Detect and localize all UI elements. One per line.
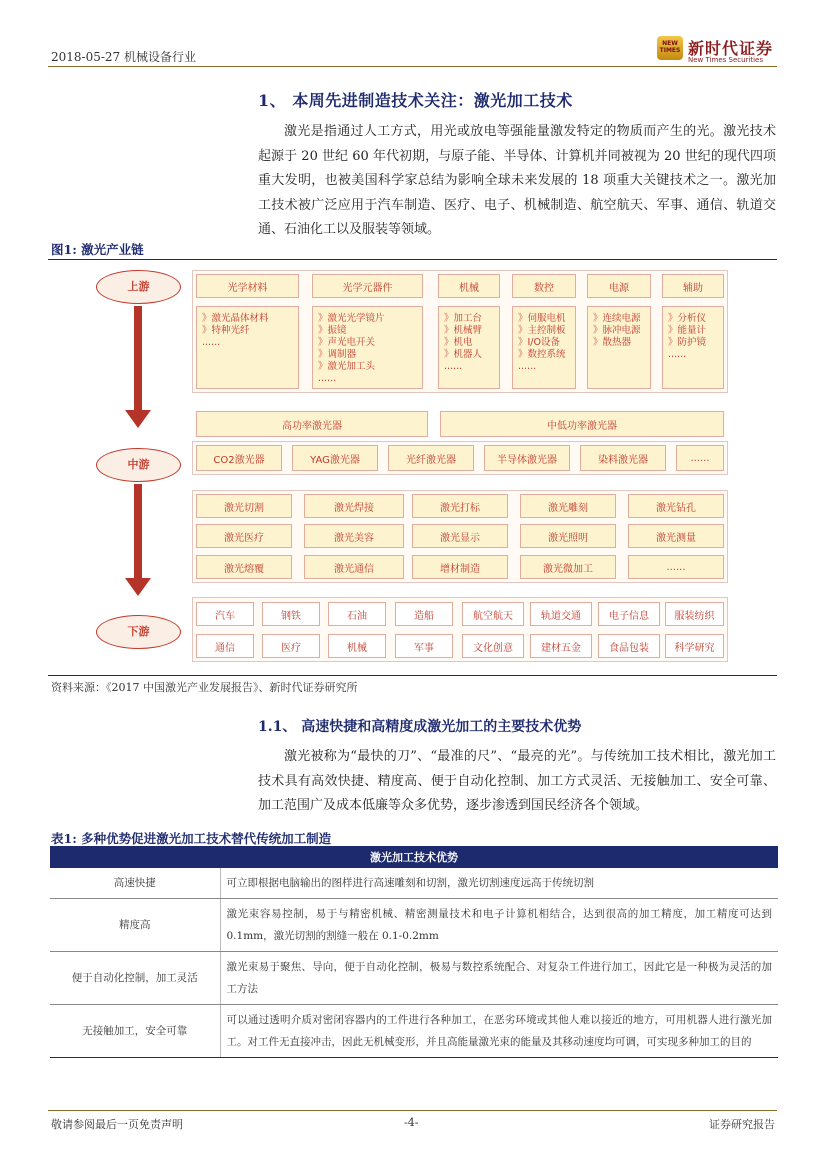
footer-rule	[48, 1110, 777, 1111]
upstream-detail: 》伺服电机 》主控制板 》I/O设备 》数控系统 ......	[512, 306, 576, 389]
figure-title: 图1: 激光产业链	[51, 242, 144, 257]
upstream-header: 机械	[438, 274, 500, 298]
logo-name-en: New Times Securities	[688, 56, 763, 64]
table-cell-value: 可以通过透明介质对密闭容器内的工件进行各种加工，在恶劣环境或其他人难以接近的地方，可用机器人进行激光加工。对工件无直接冲击，因此无机械变形，并且高能量激光束的能量及其移动速度均可调，可实现多种加工的目的	[220, 1005, 778, 1058]
table-title: 表1: 多种优势促进激光加工技术替代传统加工制造	[51, 831, 332, 846]
downstream-industry: 机械	[328, 634, 386, 658]
upstream-detail: 》激光光学镜片 》振镜 》声光电开关 》调制器 》激光加工头 ......	[312, 306, 423, 389]
application: 激光显示	[412, 524, 508, 548]
stage-midstream: 中游	[96, 448, 181, 482]
header-date-industry: 2018-05-27 机械设备行业	[51, 50, 197, 64]
downstream-industry: 轨道交通	[530, 602, 592, 626]
table-row	[50, 952, 778, 1005]
application: 激光微加工	[520, 555, 616, 579]
upstream-header: 数控	[512, 274, 576, 298]
application: 激光雕刻	[520, 494, 616, 518]
downstream-industry: 文化创意	[462, 634, 524, 658]
application: 激光钻孔	[628, 494, 724, 518]
footer-disclaimer: 敬请参阅最后一页免责声明	[51, 1118, 183, 1131]
table-cell-value: 激光束易于聚焦、导向，便于自动化控制，极易与数控系统配合、对复杂工件进行加工，因此它是一种极为灵活的加工方法	[220, 952, 778, 1005]
upstream-header: 电源	[587, 274, 651, 298]
upstream-detail: 》加工台 》机械臂 》机电 》机器人 ......	[438, 306, 500, 389]
arrow-down-icon	[125, 578, 151, 596]
table-cell-value: 可立即根据电脑输出的图样进行高速雕刻和切割，激光切割速度远高于传统切割	[220, 868, 778, 899]
table-cell-key: 无接触加工，安全可靠	[50, 1005, 220, 1058]
header-rule	[48, 66, 777, 67]
table-header: 激光加工技术优势	[50, 846, 778, 868]
laser-type: 光纤激光器	[388, 445, 474, 471]
downstream-industry: 钢铁	[262, 602, 320, 626]
application: 激光医疗	[196, 524, 292, 548]
section-title: 1、 本周先进制造技术关注：激光加工技术	[258, 91, 573, 110]
upstream-header: 辅助	[662, 274, 724, 298]
application: 激光美容	[304, 524, 404, 548]
figure-rule-bottom	[48, 675, 777, 676]
logo-name: 新时代证券	[688, 39, 774, 58]
application: 增材制造	[412, 555, 508, 579]
laser-type: YAG激光器	[292, 445, 378, 471]
application: 激光照明	[520, 524, 616, 548]
arrow-shaft-up-mid	[134, 306, 142, 412]
logo-badge: NEW TIMES	[657, 36, 683, 60]
subsection-title: 1.1、 高速快捷和高精度成激光加工的主要技术优势	[258, 719, 582, 735]
footer-page-number: -4-	[404, 1116, 419, 1129]
footer-report-type: 证券研究报告	[709, 1118, 775, 1131]
laser-type: 半导体激光器	[484, 445, 570, 471]
application: ......	[628, 555, 724, 579]
figure-source: 资料来源：《2017 中国激光产业发展报告》、新时代证券研究所	[51, 681, 358, 694]
downstream-industry: 汽车	[196, 602, 254, 626]
arrow-shaft-mid-down	[134, 484, 142, 580]
table-cell-key: 精度高	[50, 899, 220, 952]
table-row	[50, 868, 778, 899]
application: 激光熔覆	[196, 555, 292, 579]
downstream-industry: 军事	[395, 634, 453, 658]
application: 激光通信	[304, 555, 404, 579]
application: 激光焊接	[304, 494, 404, 518]
downstream-industry: 电子信息	[598, 602, 660, 626]
downstream-industry: 建材五金	[530, 634, 592, 658]
downstream-industry: 医疗	[262, 634, 320, 658]
laser-type: ......	[676, 445, 724, 471]
application: 激光测量	[628, 524, 724, 548]
upstream-header: 光学材料	[196, 274, 299, 298]
stage-downstream: 下游	[96, 615, 181, 649]
upstream-detail: 》连续电源 》脉冲电源 》散热器	[587, 306, 651, 389]
table-row	[50, 899, 778, 952]
application: 激光切割	[196, 494, 292, 518]
section-intro: 激光是指通过人工方式，用光或放电等强能量激发特定的物质而产生的光。激光技术起源于 20 世纪 60 年代初期，与原子能、半导体、计算机并同被视为 20 世纪的现代四项重大发明，也被美国科学家总结为影响全球未来发展的 18 项重大关键技术之一。激光加工技术被广泛应用于汽车制造、医疗、电子、机械制造、航空航天、军事、通信、轨道交通、石油化工以及服装等领域。	[258, 124, 776, 237]
table-cell-key: 便于自动化控制，加工灵活	[50, 952, 220, 1005]
upstream-detail: 》分析仪 》能量计 》防护镜 ......	[662, 306, 724, 389]
upstream-header: 光学元器件	[312, 274, 423, 298]
downstream-industry: 航空航天	[462, 602, 524, 626]
midstream-class: 高功率激光器	[196, 411, 428, 437]
laser-type: CO2激光器	[196, 445, 282, 471]
upstream-detail: 》激光晶体材料 》特种光纤 ......	[196, 306, 299, 389]
downstream-industry: 通信	[196, 634, 254, 658]
table-cell-value: 激光束容易控制，易于与精密机械、精密测量技术和电子计算机相结合，达到很高的加工精度，加工精度可达到 0.1mm，激光切割的割缝一般在 0.1-0.2mm	[220, 899, 778, 952]
downstream-industry: 造船	[395, 602, 453, 626]
arrow-down-icon	[125, 410, 151, 428]
advantages-table	[50, 846, 778, 1058]
midstream-class: 中低功率激光器	[440, 411, 724, 437]
downstream-industry: 科学研究	[665, 634, 724, 658]
downstream-industry: 服装纺织	[665, 602, 724, 626]
downstream-industry: 食品包装	[598, 634, 660, 658]
downstream-industry: 石油	[328, 602, 386, 626]
laser-type: 染料激光器	[580, 445, 666, 471]
application: 激光打标	[412, 494, 508, 518]
table-cell-key: 高速快捷	[50, 868, 220, 899]
table-row	[50, 1005, 778, 1058]
subsection-text: 激光被称为“最快的刀”、“最准的尺”、“最亮的光”。与传统加工技术相比，激光加工技术具有高效快捷、精度高、便于自动化控制、加工方式灵活、无接触加工、安全可靠、加工范围广及成本低廉等众多优势，逐步渗透到国民经济各个领域。	[258, 749, 776, 813]
figure-rule-top	[48, 259, 777, 260]
stage-upstream: 上游	[96, 270, 181, 304]
